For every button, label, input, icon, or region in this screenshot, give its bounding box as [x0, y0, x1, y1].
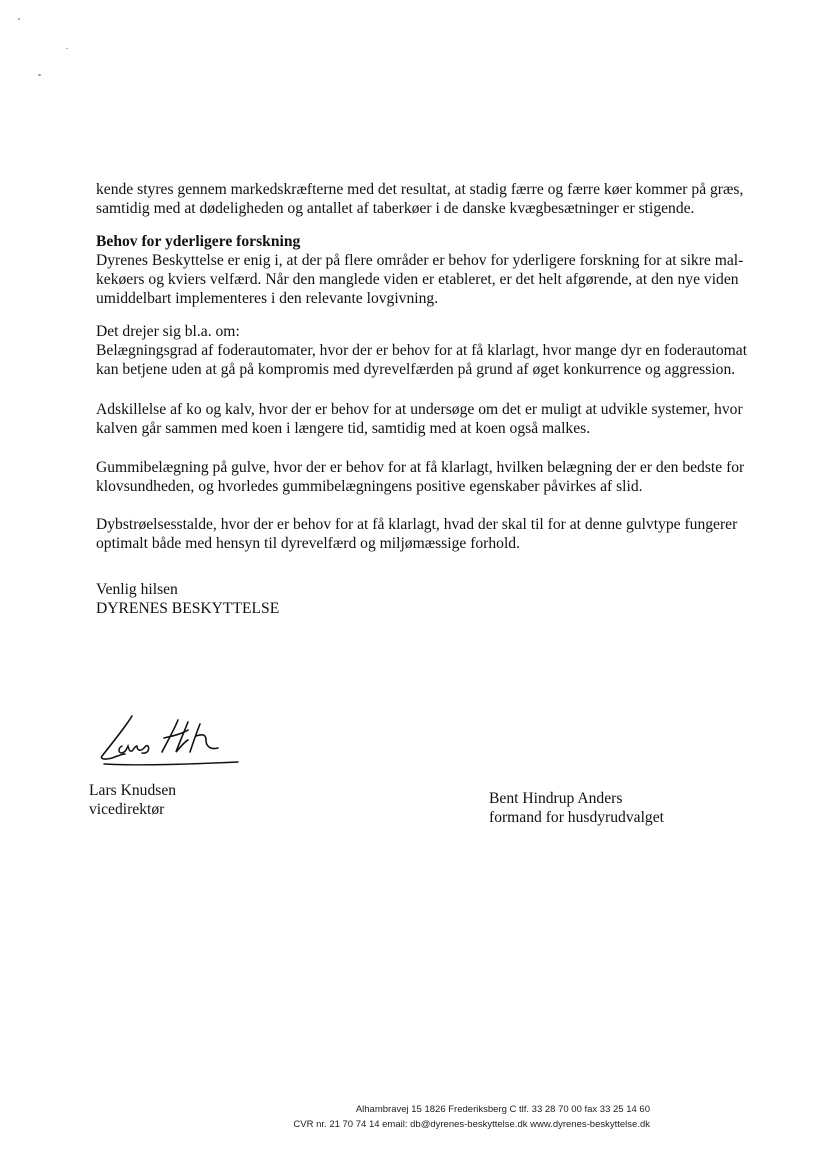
- intro-paragraph: [96, 180, 776, 218]
- footer-address: Alhambravej 15 1826 Frederiksberg C tlf. 33 28 70 00 fax 33 25 14 60: [355, 1104, 650, 1115]
- text-line: Dyrenes Beskyttelse er enig i, at der på flere områder er behov for yderligere forskning for at sikre mal-: [96, 252, 744, 269]
- text-line: Dybstrøelsesstalde, hvor der er behov for at få klarlagt, hvad der skal til for at denne gulvtype fungerer: [96, 516, 738, 533]
- section-heading: Behov for yderligere forskning: [96, 233, 301, 250]
- text-line: kan betjene uden at gå på kompromis med dyrevelfærden på grund af øget konkurrence og aggression.: [96, 361, 736, 378]
- text-line: umiddelbart implementeres i den relevante lovgivning.: [96, 290, 439, 307]
- item-deep-litter: [96, 515, 776, 553]
- handwritten-signature: [92, 712, 242, 774]
- research-section: [96, 232, 776, 308]
- list-intro: Det drejer sig bl.a. om:: [96, 323, 240, 340]
- signer-title: vicedirektør: [89, 801, 165, 818]
- left-signer: [89, 781, 176, 819]
- text-line: klovsundheden, og hvorledes gummibelægningens positive egenskaber påvirkes af slid.: [96, 478, 643, 495]
- right-signer: [489, 789, 664, 827]
- scan-speck: [38, 74, 41, 76]
- text-line: Gummibelægning på gulve, hvor der er behov for at få klarlagt, hvilken belægning der er den bedste for: [96, 459, 745, 476]
- text-line: kalven går sammen med koen i længere tid, samtidig med at koen også malkes.: [96, 420, 591, 437]
- signer-name: Bent Hindrup Anders: [489, 790, 623, 807]
- footer-contact: CVR nr. 21 70 74 14 email: db@dyrenes-beskyttelse.dk www.dyrenes-beskyttelse.dk: [293, 1119, 650, 1130]
- item-cow-calf: [96, 400, 776, 438]
- organization-name: DYRENES BESKYTTELSE: [96, 600, 280, 617]
- scan-speck: [18, 18, 20, 20]
- item-rubber-flooring: [96, 458, 776, 496]
- closing-greeting: Venlig hilsen: [96, 581, 178, 598]
- signer-name: Lars Knudsen: [89, 782, 177, 799]
- scan-speck: [66, 48, 68, 49]
- text-line: samtidig med at dødeligheden og antallet af taberkøer i de danske kvægbesætninger er stigende.: [96, 200, 695, 217]
- text-line: optimalt både med hensyn til dyrevelfærd og miljømæssige forhold.: [96, 535, 521, 552]
- text-line: kende styres gennem markedskræfterne med det resultat, at stadig færre og færre køer kommer på græs,: [96, 181, 744, 198]
- text-line: Adskillelse af ko og kalv, hvor der er behov for at undersøge om det er muligt at udvikle systemer, hvor: [96, 401, 743, 418]
- text-line: Belægningsgrad af foderautomater, hvor der er behov for at få klarlagt, hvor mange dyr en foderautomat: [96, 342, 748, 359]
- text-line: kekøers og kviers velfærd. Når den manglede viden er etableret, er det helt afgørende, at den nye viden: [96, 271, 739, 288]
- list-intro-paragraph: [96, 322, 776, 379]
- closing-block: [96, 580, 776, 618]
- signer-title: formand for husdyrudvalget: [489, 809, 664, 826]
